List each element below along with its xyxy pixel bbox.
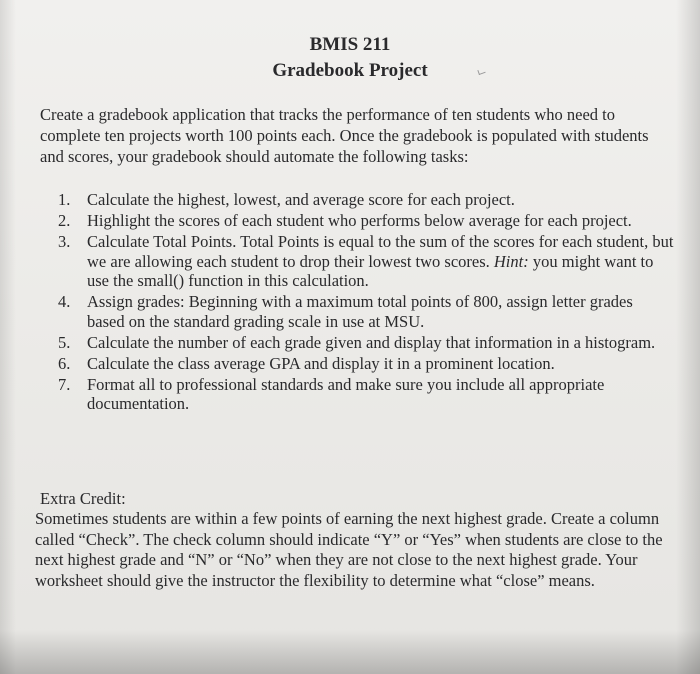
task-item-5 <box>58 333 674 353</box>
task-item-1 <box>58 190 674 210</box>
task-number: 2. <box>58 211 71 230</box>
page-shadow-right <box>676 0 700 674</box>
task-item-6 <box>58 354 674 374</box>
hint-text: you might want to use the small() function in this calculation. <box>87 251 654 290</box>
task-text: Calculate the class average GPA and display it in a prominent location. <box>87 353 555 373</box>
page-shadow-left <box>0 0 16 674</box>
task-item-4 <box>58 292 674 331</box>
extra-credit-body: Sometimes students are within a few points of earning the next highest grade. Create a column called “Check”. The check column should indicate “Y” or “Yes” when students are close to the next highest grade and “N” or “No” when they are not close to the next highest grade. Your worksheet should give the instructor the flexibility to determine what “close” means. <box>35 509 663 590</box>
task-text: Calculate the highest, lowest, and average score for each project. <box>87 190 515 209</box>
task-text-with-hint <box>87 232 674 291</box>
task-item-3 <box>58 232 674 291</box>
page-shadow-bottom <box>0 630 700 674</box>
course-code: BMIS 211 <box>309 34 391 55</box>
task-number: 1. <box>58 190 71 209</box>
intro-paragraph: Create a gradebook application that tracks the performance of ten students who need to complete ten projects worth 100 points each. Once the gradebook is populated with students and scores, your gradebook should automate the following tasks: <box>40 105 649 166</box>
task-list <box>58 190 674 415</box>
task-text: Calculate the number of each grade given and display that information in a histogram. <box>87 332 656 352</box>
extra-credit-heading: Extra Credit: <box>40 489 126 508</box>
task-text: Highlight the scores of each student who performs below average for each project. <box>87 211 632 230</box>
task-item-7 <box>58 375 674 414</box>
task-text: Assign grades: Beginning with a maximum total points of 800, assign letter grades based on the standard grading scale in use at MSU. <box>87 292 633 331</box>
task-text: Format all to professional standards and make sure you include all appropriate documentation. <box>87 374 605 413</box>
task-number: 7. <box>58 374 71 394</box>
task-item-2 <box>58 211 674 231</box>
task-number: 4. <box>58 292 71 311</box>
task-number: 3. <box>58 232 71 251</box>
task-text: Calculate Total Points. Total Points is equal to the sum of the scores for each student, but we are allowing each student to drop their lowest two scores. <box>87 232 674 271</box>
task-number: 6. <box>58 353 71 373</box>
document-title: Gradebook Project <box>272 60 428 81</box>
task-number: 5. <box>58 332 71 352</box>
hint-label: Hint: <box>493 251 529 271</box>
